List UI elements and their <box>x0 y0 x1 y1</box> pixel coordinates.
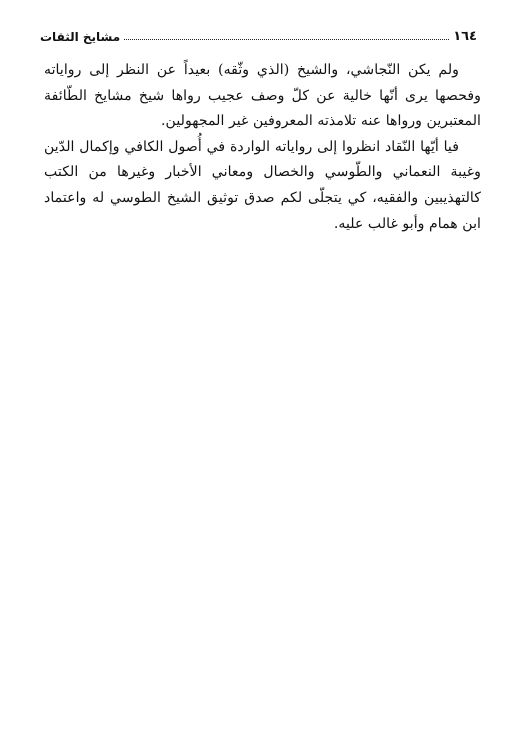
body-text <box>44 58 481 237</box>
dot-leader <box>124 39 449 40</box>
running-header <box>40 24 477 44</box>
paragraph-1: ولم يكن النّجاشي، والشيخ (الذي وثّقه) بعيداً عن النظر إلى رواياته وفحصها يرى أنّها خالية عن كلّ وصف عجيب رواها شيخ مشايخ الطّائفة المعتبرين ورواها عنه تلامذته المعروفين غير المجهولين. <box>44 62 481 130</box>
page-number: ١٦٤ <box>453 29 477 44</box>
paragraph-2: فيا أيّها النّقاد انظروا إلى رواياته الواردة في أُصول الكافي وإكمال الدّين وغيبة النعماني والطّوسي والخصال ومعاني الأخبار وغيرها من الكتب كالتهذيبين والفقيه، كي يتجلّى لكم صدق توثيق الشيخ الطوسي له واعتماد ابن همام وأبو غالب عليه. <box>44 138 481 232</box>
book-title: مشايخ الثقات <box>40 30 121 44</box>
